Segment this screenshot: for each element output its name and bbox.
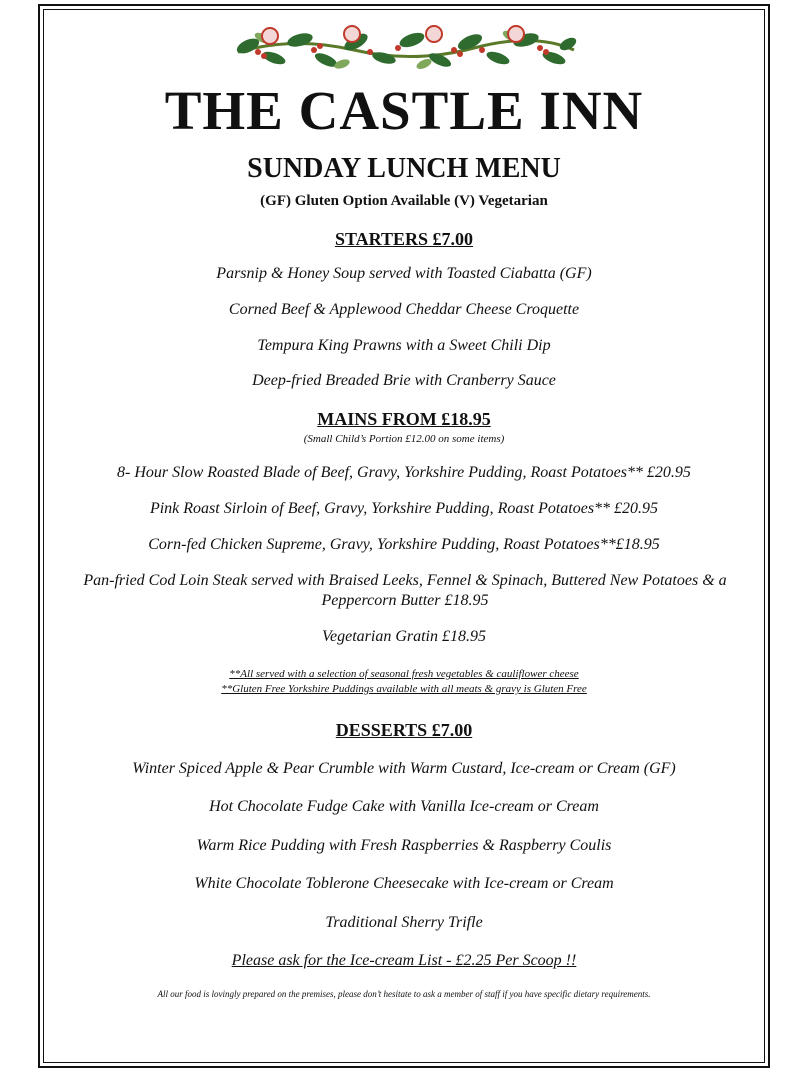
- starter-item: Tempura King Prawns with a Sweet Chili Dip: [257, 337, 551, 354]
- vegetables-footnote: **All served with a selection of seasonal fresh vegetables & cauliflower cheese: [229, 668, 579, 680]
- gluten-free-footnote: **Gluten Free Yorkshire Puddings available with all meats & gravy is Gluten Free: [221, 683, 587, 695]
- dessert-item: Hot Chocolate Fudge Cake with Vanilla Ice-cream or Cream: [209, 798, 599, 815]
- dessert-item: Traditional Sherry Trifle: [325, 914, 483, 931]
- dessert-item: Warm Rice Pudding with Fresh Raspberries & Raspberry Coulis: [196, 837, 612, 854]
- main-item: Corn-fed Chicken Supreme, Gravy, Yorkshire Pudding, Roast Potatoes**£18.95: [148, 536, 660, 553]
- inn-name: THE CASTLE INN: [164, 80, 644, 141]
- dietary-disclaimer: All our food is lovingly prepared on the premises, please don’t hesitate to ask a member of staff if you have specific dietary requirements.: [157, 989, 651, 999]
- mains-heading: MAINS FROM £18.95: [317, 409, 491, 429]
- dessert-item: Winter Spiced Apple & Pear Crumble with Warm Custard, Ice-cream or Cream (GF): [132, 760, 676, 777]
- starter-item: Parsnip & Honey Soup served with Toasted Ciabatta (GF): [216, 265, 592, 282]
- starter-item: Corned Beef & Applewood Cheddar Cheese Croquette: [228, 301, 580, 318]
- child-portion-note: (Small Child’s Portion £12.00 on some items): [303, 433, 505, 445]
- icecream-list-note: Please ask for the Ice-cream List - £2.25 Per Scoop !!: [231, 952, 577, 969]
- main-item: Pan-fried Cod Loin Steak served with Braised Leeks, Fennel & Spinach, Buttered New Potatoes & a Peppercorn Butter £18.95: [83, 572, 727, 609]
- dietary-legend: (GF) Gluten Option Available (V) Vegetarian: [260, 193, 548, 209]
- dessert-item: White Chocolate Toblerone Cheesecake with Ice-cream or Cream: [194, 875, 614, 892]
- starters-heading: STARTERS £7.00: [334, 229, 474, 249]
- christmas-garland-illustration: [234, 22, 578, 74]
- starter-item: Deep-fried Breaded Brie with Cranberry Sauce: [252, 372, 556, 389]
- main-item: Vegetarian Gratin £18.95: [322, 628, 486, 645]
- main-item: Pink Roast Sirloin of Beef, Gravy, Yorkshire Pudding, Roast Potatoes** £20.95: [149, 500, 659, 517]
- desserts-heading: DESSERTS £7.00: [335, 720, 473, 740]
- menu-title: SUNDAY LUNCH MENU: [247, 153, 561, 184]
- main-item: 8- Hour Slow Roasted Blade of Beef, Gravy, Yorkshire Pudding, Roast Potatoes** £20.95: [117, 464, 691, 481]
